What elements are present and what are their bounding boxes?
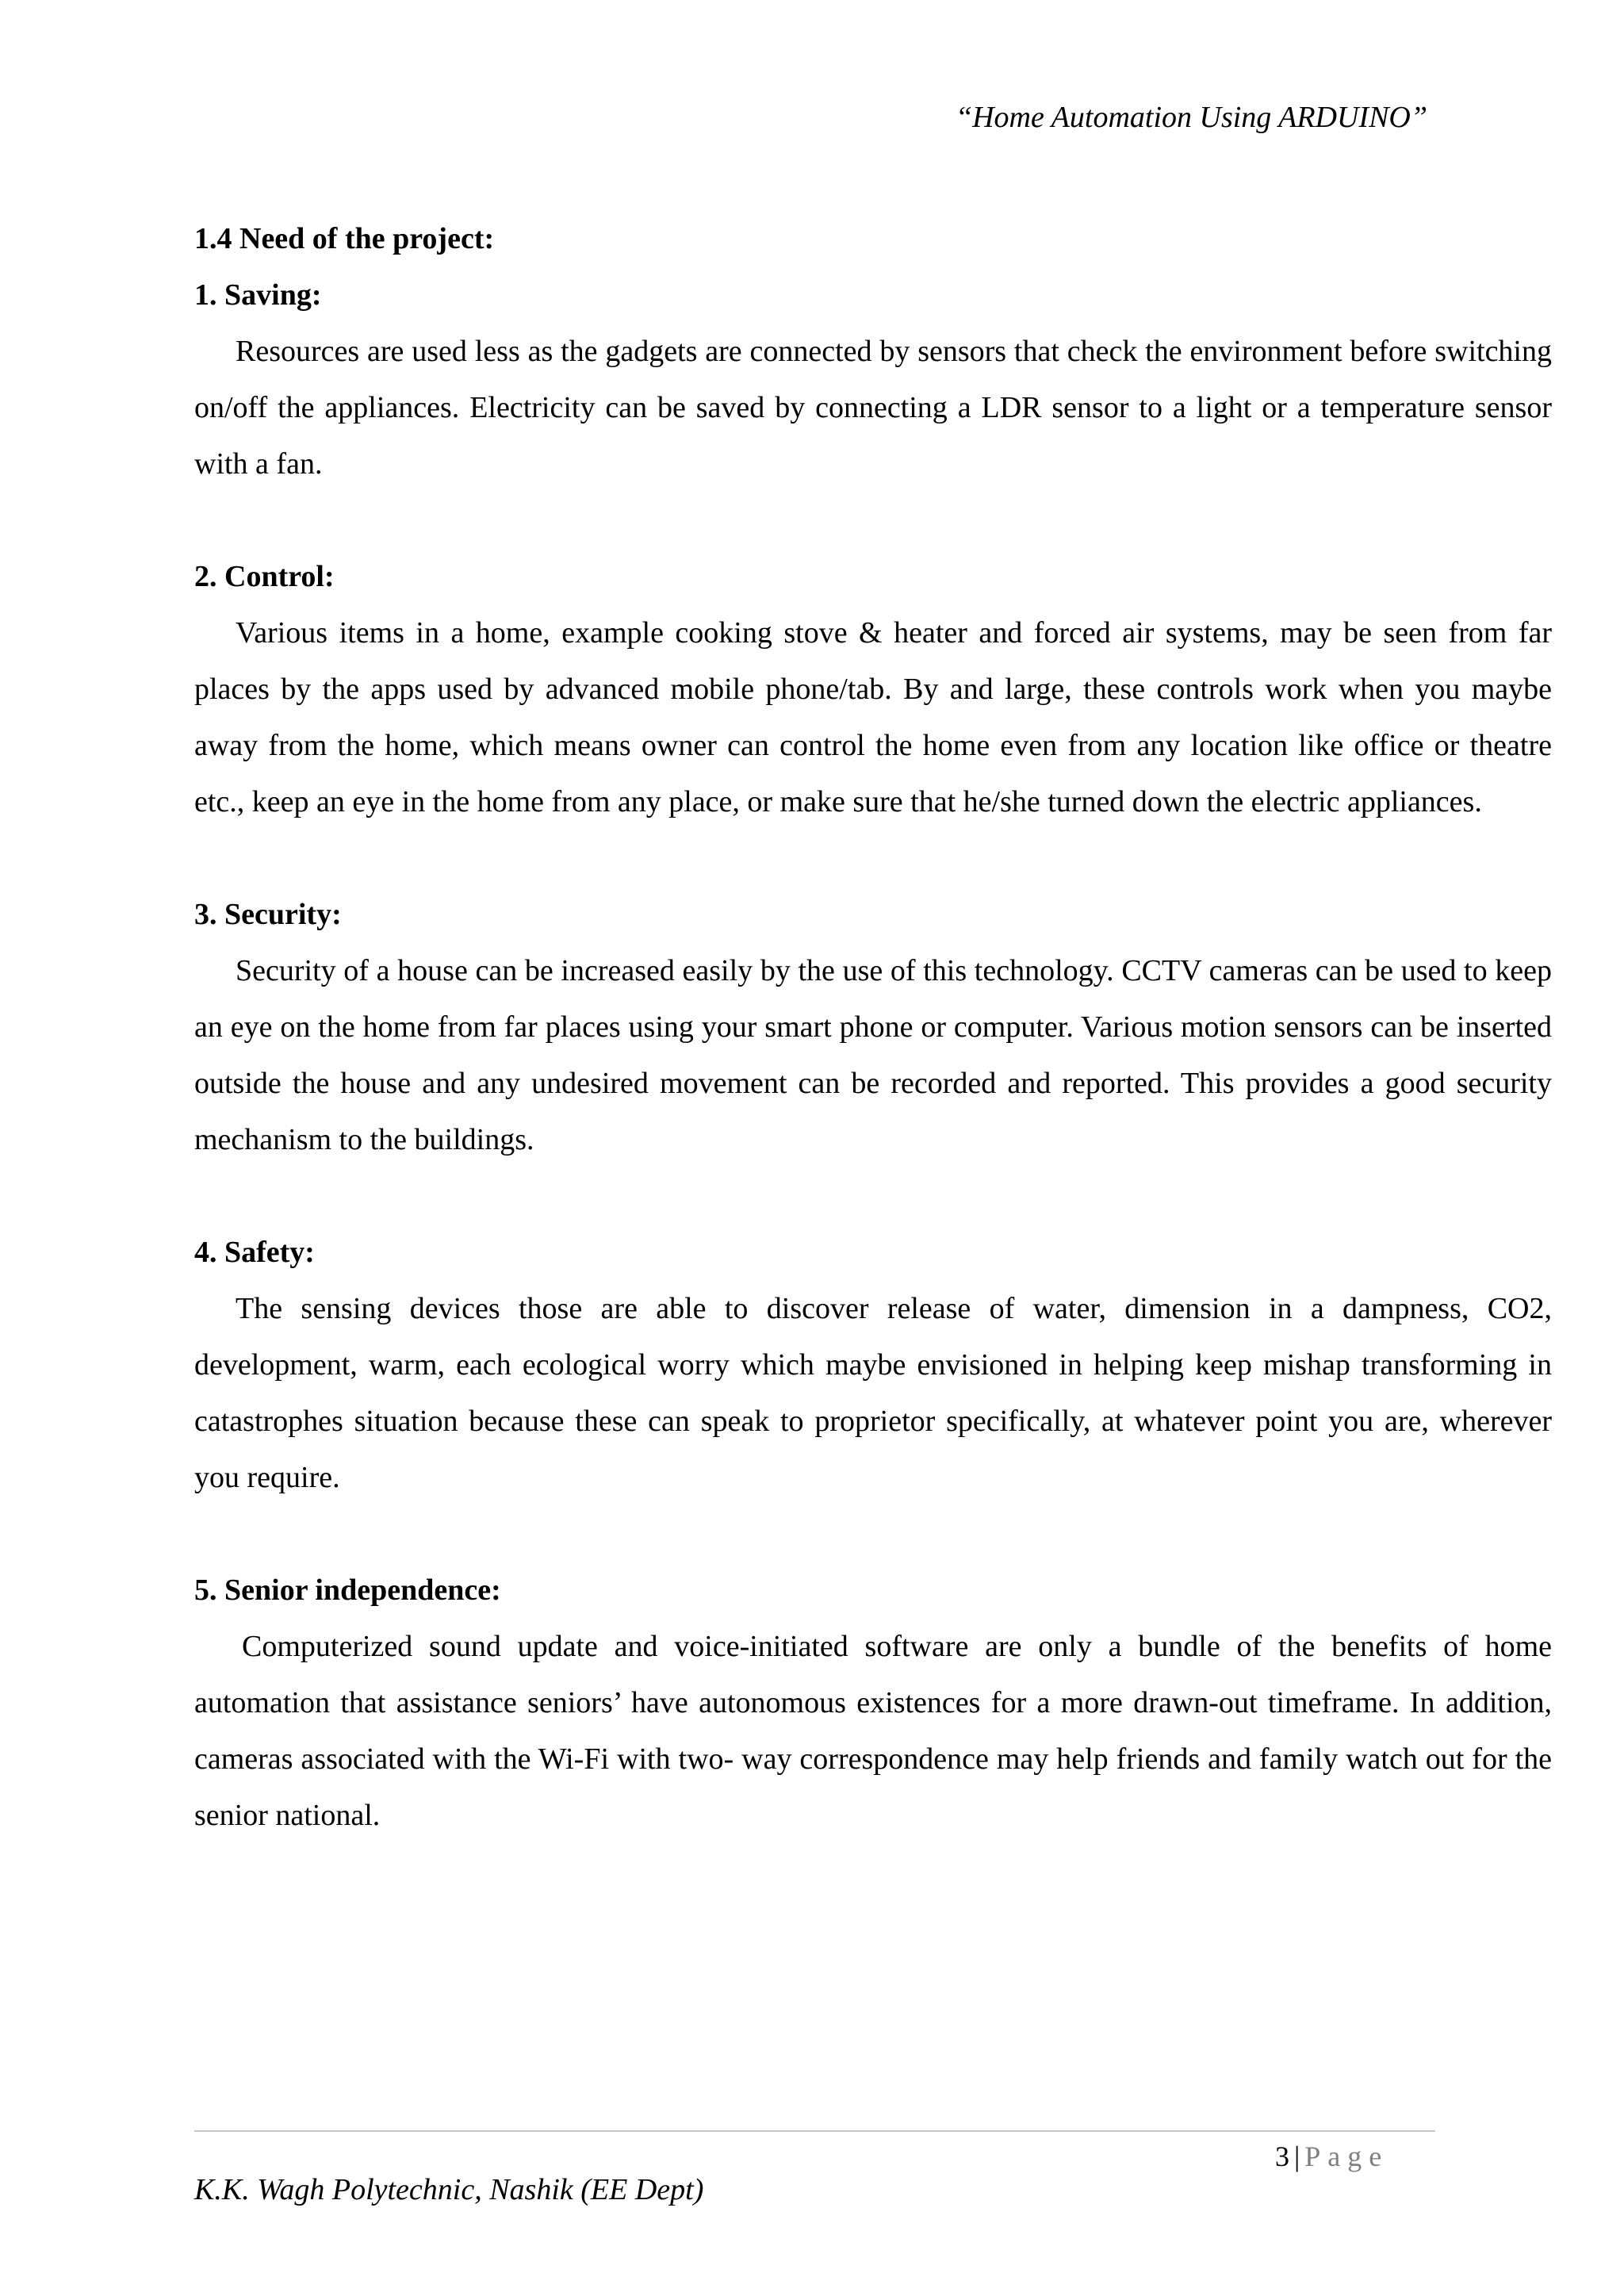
section-title: 1. Saving: xyxy=(194,278,322,312)
chapter-heading: 1.4 Need of the project: xyxy=(194,222,495,255)
section-title: 5. Senior independence: xyxy=(194,1573,501,1607)
page-number xyxy=(1275,2139,1388,2174)
section-body: The sensing devices those are able to discover release of water, dimension in a dampness, CO2, development, warm, each ecological worry which maybe envisioned in helping keep mishap transforming in catastrophes situation because these can speak to proprietor specifically, at whatever point you are, wherever you require. xyxy=(194,1292,1552,1494)
section-body: Security of a house can be increased easily by the use of this technology. CCTV cameras can be used to keep an eye on the home from far places using your smart phone or computer. Various motion sensors can be inserted outside the house and any undesired movement can be recorded and reported. This provides a good security mechanism to the buildings. xyxy=(194,954,1552,1156)
page-word: Page xyxy=(1304,2141,1389,2172)
page-number-separator: | xyxy=(1294,2141,1300,2172)
main-content xyxy=(194,211,1552,1844)
page-number-value: 3 xyxy=(1275,2141,1289,2172)
section-security xyxy=(194,887,1552,1168)
section-title: 4. Safety: xyxy=(194,1236,315,1269)
footer-institution: K.K. Wagh Polytechnic, Nashik (EE Dept) xyxy=(194,2173,704,2206)
section-title: 2. Control: xyxy=(194,560,335,593)
section-saving xyxy=(194,267,1552,493)
running-header-title: “Home Automation Using ARDUINO” xyxy=(955,101,1427,134)
section-title: 3. Security: xyxy=(194,898,342,931)
section-body: Computerized sound update and voice-initiated software are only a bundle of the benefits of home automation that assistance seniors’ have autonomous existences for a more drawn-out timeframe. In addition, cameras associated with the Wi-Fi with two- way correspondence may help friends and family watch out for the senior national. xyxy=(194,1630,1552,1832)
section-body: Resources are used less as the gadgets are connected by sensors that check the environment before switching on/off the appliances. Electricity can be saved by connecting a LDR sensor to a light or a temperature sensor with a fan. xyxy=(194,335,1552,481)
footer-divider xyxy=(194,2130,1435,2132)
section-body: Various items in a home, example cooking stove & heater and forced air systems, may be seen from far places by the apps used by advanced mobile phone/tab. By and large, these controls work when you maybe away from the home, which means owner can control the home even from any location like office or theatre etc., keep an eye in the home from any place, or make sure that he/she turned down the electric appliances. xyxy=(194,616,1552,818)
section-senior-independence xyxy=(194,1562,1552,1844)
section-safety xyxy=(194,1225,1552,1506)
section-control xyxy=(194,549,1552,830)
